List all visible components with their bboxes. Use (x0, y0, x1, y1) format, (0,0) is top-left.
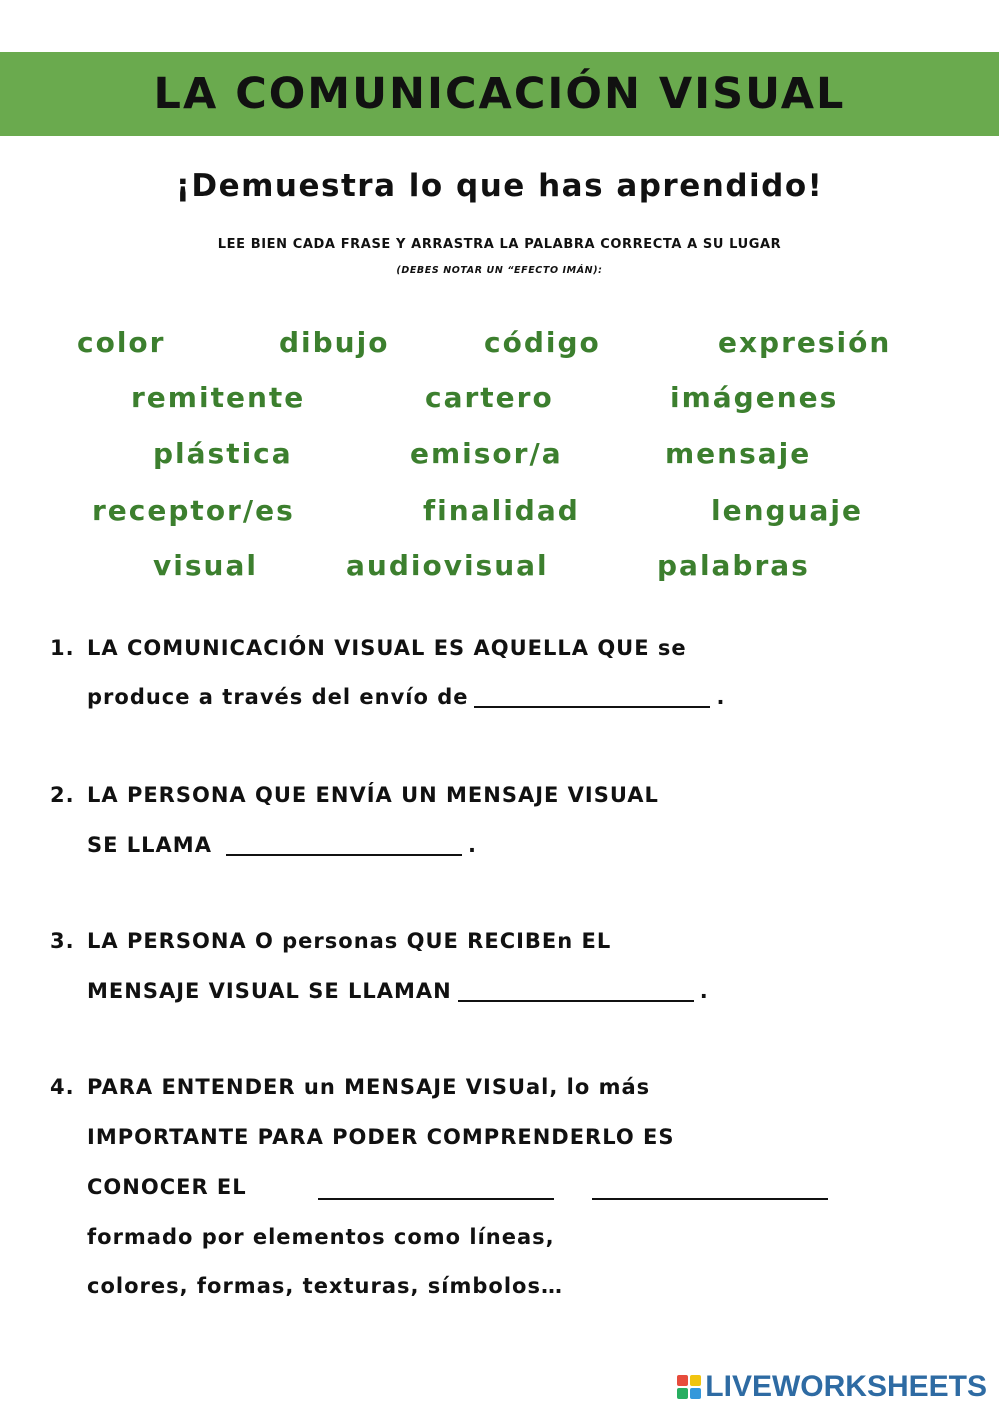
question-3 (50, 929, 611, 953)
word-audiovisual[interactable]: audiovisual (346, 549, 549, 582)
question-end: . (467, 833, 477, 857)
liveworksheets-logo-icon (677, 1375, 701, 1399)
logo-square (677, 1388, 688, 1399)
question-text: LA PERSONA O personas QUE RECIBEn EL (87, 929, 612, 953)
word-color[interactable]: color (77, 326, 166, 359)
question-text: PARA ENTENDER un MENSAJE VISUal, lo más (87, 1075, 651, 1099)
word-visual[interactable]: visual (153, 549, 258, 582)
word-dibujo[interactable]: dibujo (279, 326, 390, 359)
question-number: 1. (50, 636, 75, 660)
question-4-line-4: formado por elementos como líneas, (87, 1225, 555, 1249)
question-number: 4. (50, 1075, 75, 1099)
logo-square (677, 1375, 688, 1386)
question-1 (50, 636, 687, 660)
drop-zone-4b[interactable] (592, 1176, 828, 1200)
question-4 (50, 1075, 650, 1099)
word-palabras[interactable]: palabras (657, 549, 810, 582)
instructions-note: (DEBES NOTAR UN “EFECTO IMÁN): (396, 265, 603, 276)
question-3-line-2 (87, 978, 709, 1003)
word-imagenes[interactable]: imágenes (670, 381, 839, 414)
question-text: MENSAJE VISUAL SE LLAMAN (87, 979, 452, 1003)
word-cartero[interactable]: cartero (425, 381, 554, 414)
question-number: 2. (50, 783, 75, 807)
question-text: LA COMUNICACIÓN VISUAL ES AQUELLA QUE se (87, 636, 687, 660)
question-4-line-5: colores, formas, texturas, símbolos… (87, 1274, 563, 1298)
word-lenguaje[interactable]: lenguaje (711, 494, 863, 527)
question-end: . (716, 685, 726, 709)
drop-zone-4a[interactable] (318, 1176, 554, 1200)
question-4-line-2: IMPORTANTE PARA PODER COMPRENDERLO ES (87, 1125, 675, 1149)
drop-zone-3[interactable] (458, 978, 694, 1002)
word-codigo[interactable]: código (484, 326, 601, 359)
word-plastica[interactable]: plástica (153, 437, 293, 470)
drop-zone-2[interactable] (226, 832, 462, 856)
brand-name: LIVEWORKSHEETS (705, 1370, 987, 1403)
word-receptor[interactable]: receptor/es (92, 494, 295, 527)
question-2 (50, 783, 659, 807)
instructions: LEE BIEN CADA FRASE Y ARRASTRA LA PALABRA CORRECTA A SU LUGAR (217, 237, 782, 252)
page-title: LA COMUNICACIÓN VISUAL (153, 69, 846, 119)
question-text: produce a través del envío de (87, 685, 469, 709)
logo-square (690, 1375, 701, 1386)
word-emisor[interactable]: emisor/a (410, 437, 563, 470)
question-number: 3. (50, 929, 75, 953)
question-2-line-2 (87, 832, 477, 857)
question-1-line-2 (87, 684, 725, 709)
subtitle: ¡Demuestra lo que has aprendido! (175, 168, 824, 204)
question-text: LA PERSONA QUE ENVÍA UN MENSAJE VISUAL (87, 783, 659, 807)
question-end: . (699, 979, 709, 1003)
word-finalidad[interactable]: finalidad (423, 494, 580, 527)
question-text: SE LLAMA (87, 833, 212, 857)
word-expresion[interactable]: expresión (718, 326, 892, 359)
word-mensaje[interactable]: mensaje (665, 437, 812, 470)
question-4-line-3: CONOCER EL (87, 1175, 247, 1199)
title-banner (0, 52, 999, 136)
logo-square (690, 1388, 701, 1399)
drop-zone-1[interactable] (474, 684, 710, 708)
word-remitente[interactable]: remitente (131, 381, 306, 414)
footer-brand (677, 1370, 987, 1404)
